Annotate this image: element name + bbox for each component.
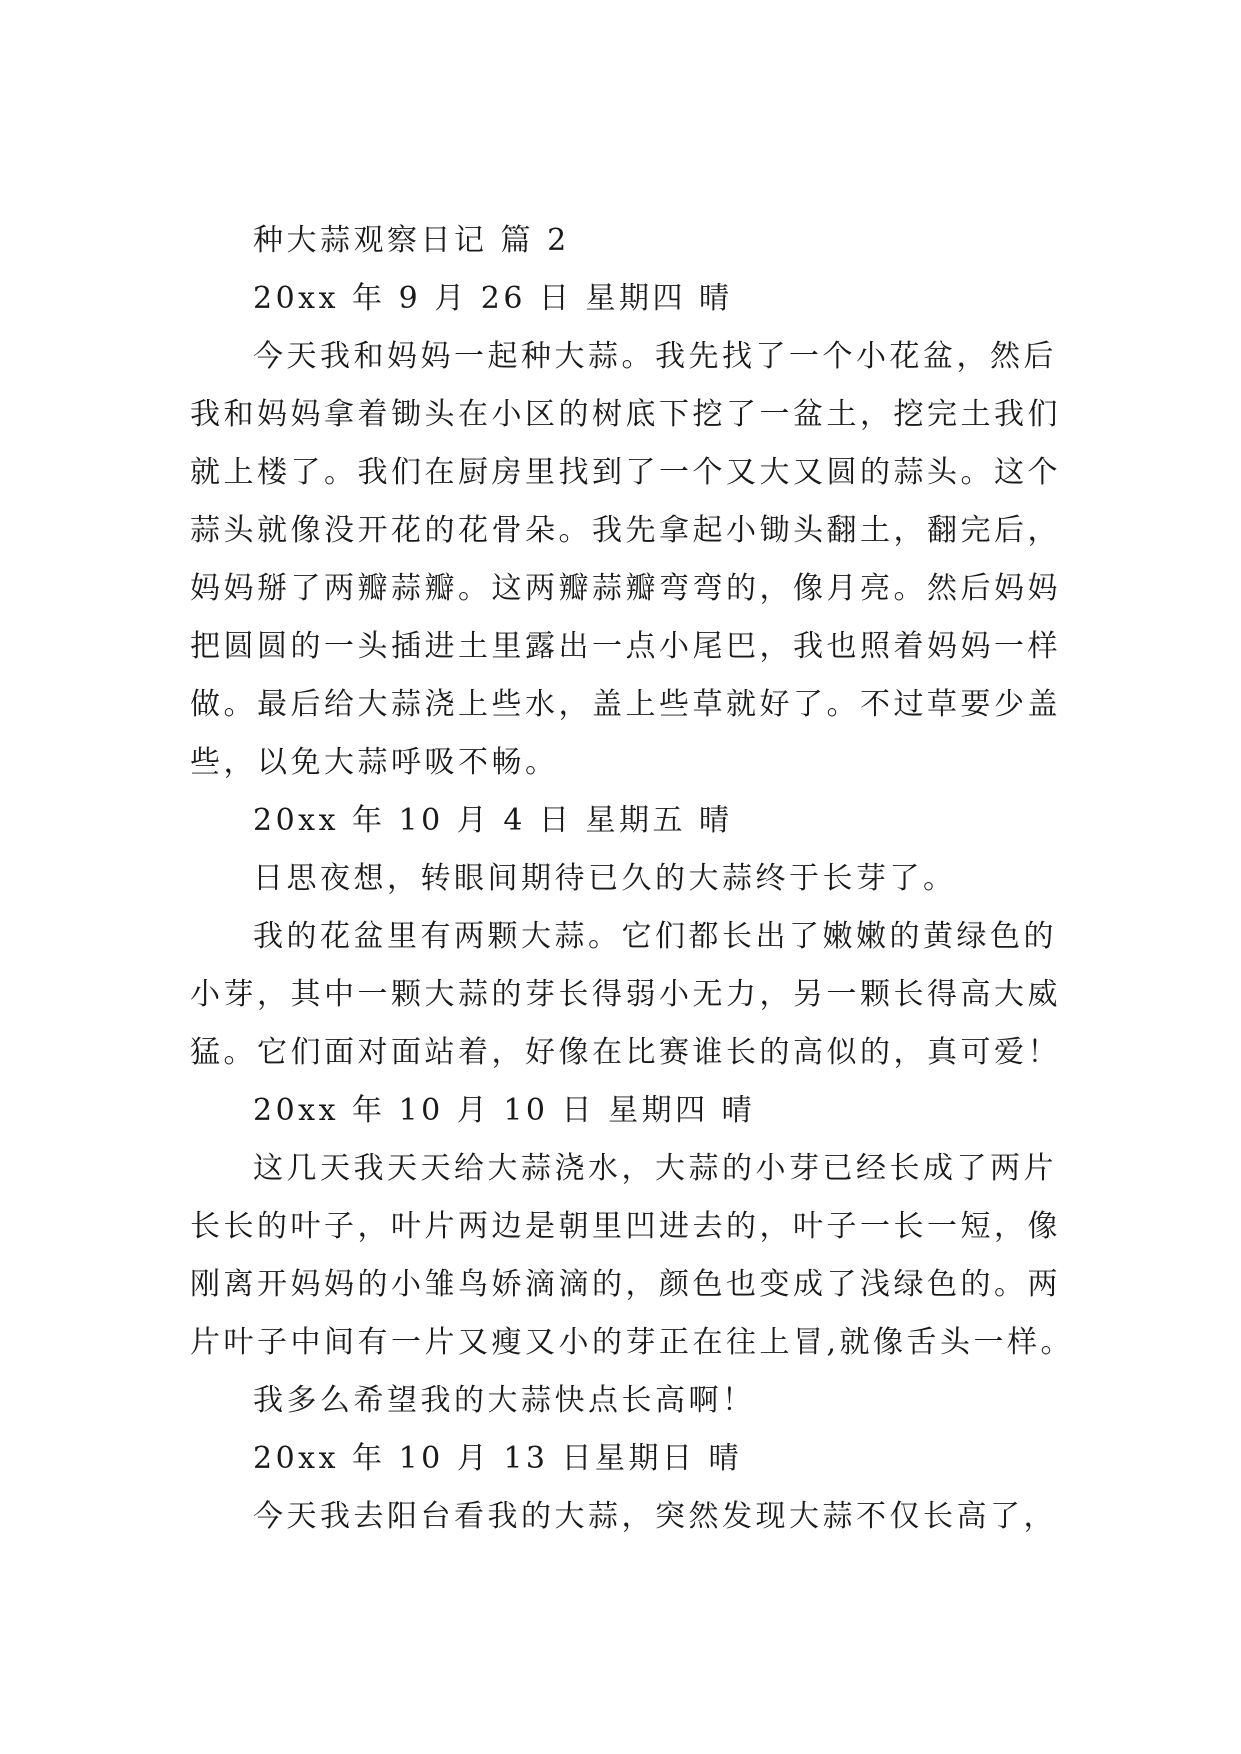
paragraph-line: 片叶子中间有一片又瘦又小的芽正在往上冒,就像舌头一样。 (190, 1325, 1075, 1360)
paragraph-line: 我多么希望我的大蒜快点长高啊！ (253, 1383, 756, 1418)
paragraph-line: 蒜头就像没开花的花骨朵。我先拿起小锄头翻土，翻完后， (190, 513, 1061, 548)
document-body (190, 212, 1075, 1546)
paragraph-line: 日思夜想，转眼间期待已久的大蒜终于长芽了。 (253, 861, 957, 896)
diary-date-4: 20xx 年 10 月 13 日星期日 晴 (253, 1441, 743, 1476)
paragraph-line: 刚离开妈妈的小雏鸟娇滴滴的，颜色也变成了浅绿色的。两 (190, 1267, 1061, 1302)
document-title: 种大蒜观察日记 篇 2 (253, 223, 570, 258)
paragraph-line: 这几天我天天给大蒜浇水，大蒜的小芽已经长成了两片 (253, 1151, 1057, 1186)
paragraph-line: 我和妈妈拿着锄头在小区的树底下挖了一盆土，挖完土我们 (190, 397, 1061, 432)
paragraph-line: 就上楼了。我们在厨房里找到了一个又大又圆的蒜头。这个 (190, 455, 1061, 490)
paragraph-line: 长长的叶子，叶片两边是朝里凹进去的，叶子一长一短，像 (190, 1209, 1061, 1244)
diary-date-3: 20xx 年 10 月 10 日 星期四 晴 (253, 1093, 756, 1128)
paragraph-line: 今天我去阳台看我的大蒜，突然发现大蒜不仅长高了， (253, 1499, 1057, 1534)
diary-date-1: 20xx 年 9 月 26 日 星期四 晴 (253, 281, 733, 316)
paragraph-line: 猛。它们面对面站着，好像在比赛谁长的高似的，真可爱！ (190, 1035, 1061, 1070)
paragraph-line: 些，以免大蒜呼吸不畅。 (190, 745, 559, 780)
paragraph-line: 做。最后给大蒜浇上些水，盖上些草就好了。不过草要少盖 (190, 687, 1061, 722)
paragraph-line: 我的花盆里有两颗大蒜。它们都长出了嫩嫩的黄绿色的 (253, 919, 1057, 954)
paragraph-line: 小芽，其中一颗大蒜的芽长得弱小无力，另一颗长得高大威 (190, 977, 1061, 1012)
diary-date-2: 20xx 年 10 月 4 日 星期五 晴 (253, 803, 733, 838)
paragraph-line: 今天我和妈妈一起种大蒜。我先找了一个小花盆，然后 (253, 339, 1057, 374)
paragraph-line: 把圆圆的一头插进土里露出一点小尾巴，我也照着妈妈一样 (190, 629, 1061, 664)
paragraph-line: 妈妈掰了两瓣蒜瓣。这两瓣蒜瓣弯弯的，像月亮。然后妈妈 (190, 571, 1061, 606)
